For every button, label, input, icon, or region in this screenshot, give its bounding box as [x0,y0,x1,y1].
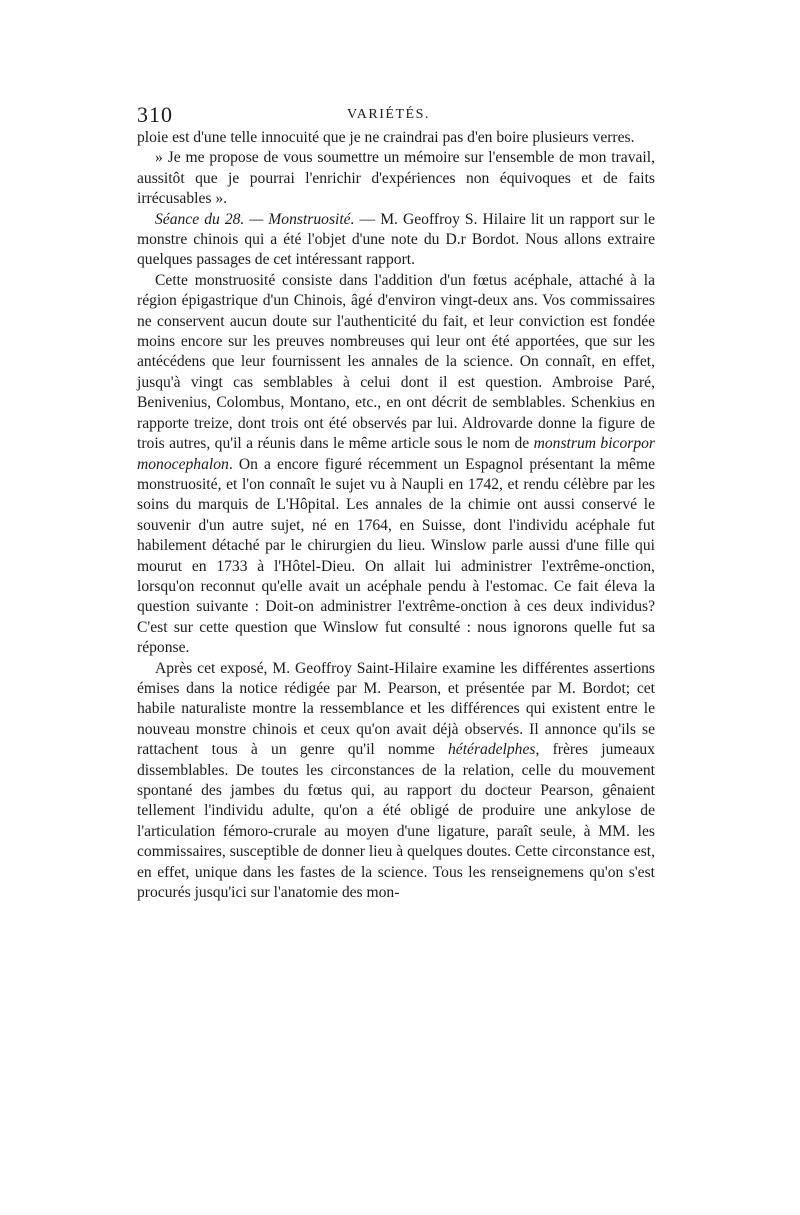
paragraph-text: » Je me propose de vous soumettre un mémoire sur l'ensemble de mon travail, aussitôt que je pourrai l'enrichir d'expériences non équivoques et de faits irrécusables ». [137,149,655,208]
body-text [137,128,655,903]
session-heading: Séance du 28. — Monstruosité. [155,210,355,228]
genus-term: hétéradelphes [447,741,536,759]
paragraph-text: ploie est d'une telle innocuité que je ne craindrai pas d'en boire plusieurs verres. [137,129,635,146]
paragraph-seance [137,210,655,271]
paragraph-text: , frères jumeaux dissemblables. De toutes les circonstances de la relation, celle du mouvement spontané des jambes du fœtus qui, au rapport du docteur Pearson, gênaient tellement l'individu adulte, qu'on a été obligé de produire une ankylose de l'articulation fémoro-crurale au moyen d'une ligature, paraît seule, à MM. les commissaires, susceptible de donner lieu à quelques doutes. Cette circonstance est, en effet, unique dans les fastes de la science. Tous les renseignemens qu'on s'est procurés jusqu'ici sur l'anatomie des mon- [137,741,655,902]
paragraph-monstruosite [137,271,655,659]
paragraph-1 [137,128,655,148]
paragraph-text: — M. Geoffroy S. Hilaire lit un rapport sur le monstre chinois qui a été l'objet d'une note du D.r Bordot. Nous allons extraire quelques passages de cet intéressant rapport. [137,210,655,269]
paragraph-text: . On a encore figuré récemment un Espagnol présentant la même monstruosité, et l'on connaît le sujet vu à Naupli en 1742, et rendu célèbre par les soins du marquis de L'Hôpital. Les annales de la chimie ont aussi conservé le souvenir d'un autre sujet, né en 1764, en Suisse, dont l'individu acéphale fut habilement détaché par le chirurgien du lieu. Winslow parle aussi d'une fille qui mourut en 1733 à l'Hôtel-Dieu. On allait lui administrer l'extrême-onction, lorsqu'on reconnut qu'elle avait un acéphale pendu à l'estomac. Ce fait éleva la question suivante : Doit-on administrer l'extrême-onction à ces deux individus? C'est sur cette question que Winslow fut consulté : nous ignorons quelle fut sa réponse. [137,455,655,657]
book-page [137,98,655,903]
latin-term: monstrum bicorpor monocephalon [137,435,655,473]
running-title: VARIÉTÉS. [347,107,430,122]
page-number: 310 [137,102,173,127]
running-head [137,98,655,128]
paragraph-expose [137,659,655,904]
paragraph-2 [137,148,655,209]
paragraph-text: Après cet exposé, M. Geoffroy Saint-Hilaire examine les différentes assertions émises dans la notice rédigée par M. Pearson, et présentée par M. Bordot; cet habile naturaliste montre la ressemblance et les différences qui existent entre le nouveau monstre chinois et ceux qu'on avait déjà observés. Il annonce qu'ils se rattachent tous à un genre qu'il nomme [137,659,655,759]
paragraph-text: Cette monstruosité consiste dans l'addition d'un fœtus acéphale, attaché à la région épigastrique d'un Chinois, âgé d'environ vingt-deux ans. Vos commissaires ne conservent aucun doute sur l'authenticité du fait, et leur conviction est fondée moins encore sur les preuves nombreuses qui leur ont été apportées, que sur les antécédens que leur fournissent les annales de la science. On connaît, en effet, jusqu'à vingt cas semblables à celui dont il est question. Ambroise Paré, Benivenius, Colombus, Montano, etc., en ont décrit de semblables. Schenkius en rapporte treize, dont trois ont été observés par lui. Aldrovarde donne la figure de trois autres, qu'il a réunis dans le même article sous le nom de [137,271,655,453]
